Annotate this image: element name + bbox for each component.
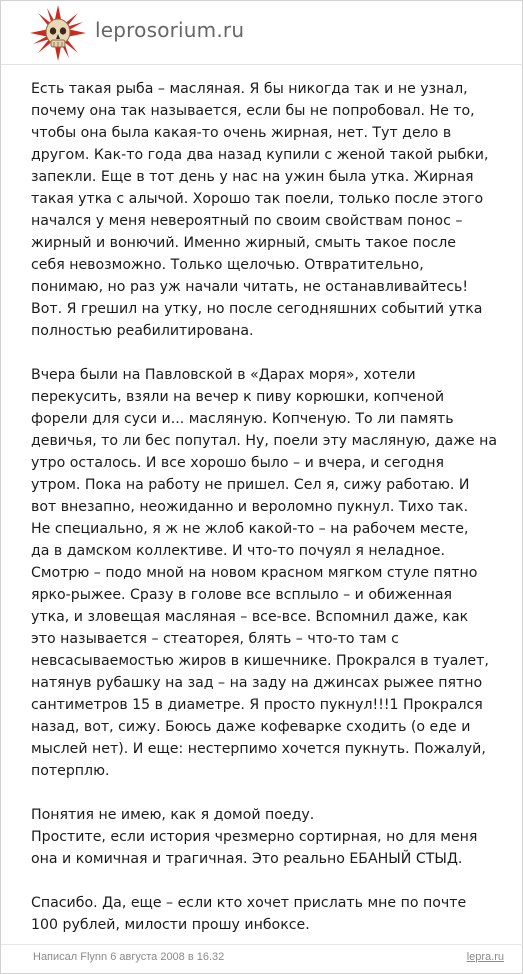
post-footer bbox=[1, 944, 523, 974]
post-paragraph-2: Вчера были на Павловской в «Дарах моря», хотели перекусить, взяли на вечер к пиву корюшки, копченой форели для суси и... масляную. Копченую. То ли память девичья, то ли бес попутал. Ну, поели эту масляную, даже на утро осталось. И все хорошо было – и вчера, и сегодня утром. Пока на работу не пришел. Сел я, сижу работаю. И вот внезапно, неожиданно и вероломно пукнул. Тихо так. Не специально, я ж не жлоб какой-то – на рабочем месте, да в дамском коллективе. И что-то почуял я неладное. Смотрю – подо мной на новом красном мягком стуле пятно ярко-рыжее. Сразу в голове все всплыло – и обиженная утка, и зловещая масляная – все-все. Вспомнил даже, как это называется – стеаторея, блять – что-то там с невсасываемостью жиров в кишечнике. Прокрался в туалет, натянув рубашку на зад – на заду на джинсах рыжее пятно сантиметров 15 в диаметре. Я просто пукнул!!!1 Прокрался назад, вот, сижу. Боюсь даже кофеварке сходить (о еде и мыслей нет). И еще: нестерпимо хочется пукнуть. Пожалуй, потерплю. bbox=[31, 367, 498, 779]
site-name[interactable]: leprosorium.ru bbox=[95, 18, 245, 42]
post-body bbox=[31, 78, 501, 936]
post-meta: Написал Flynn 6 августа 2008 в 16.32 bbox=[33, 951, 225, 963]
post-paragraph-1: Есть такая рыба – масляная. Я бы никогда так и не узнал, почему она так называется, если бы не попробовал. Не то, чтобы она была какая-то очень жирная, нет. Тут дело в другом. Как-то года два назад купили с женой такой рыбки, запекли. Еще в тот день у нас на ужин была утка. Жирная такая утка с алычой. Хорошо так поели, только после этого начался у меня невероятный по своим свойствам понос – жирный и вонючий. Именно жирный, смыть такое после себя невозможно. Только щелочью. Отвратительно, понимаю, но раз уж начали читать, не останавливайтесь! Вот. Я грешил на утку, но после сегодняшних событий утка полностью реабилитирована. bbox=[31, 81, 489, 339]
post-paragraph-4: Спасибо. Да, еще – если кто хочет прислать мне по почте 100 рублей, милости прошу инбоксе. bbox=[31, 895, 467, 933]
site-header bbox=[1, 1, 523, 65]
site-link[interactable]: lepra.ru bbox=[466, 951, 504, 963]
lepra-skull-star-icon[interactable] bbox=[29, 4, 87, 62]
post-paragraph-3: Понятия не имею, как я домой поеду. Простите, если история чрезмерно сортирная, но для меня она и комичная и трагичная. Это реально ЕБАНЫЙ СТЫД. bbox=[31, 807, 478, 867]
